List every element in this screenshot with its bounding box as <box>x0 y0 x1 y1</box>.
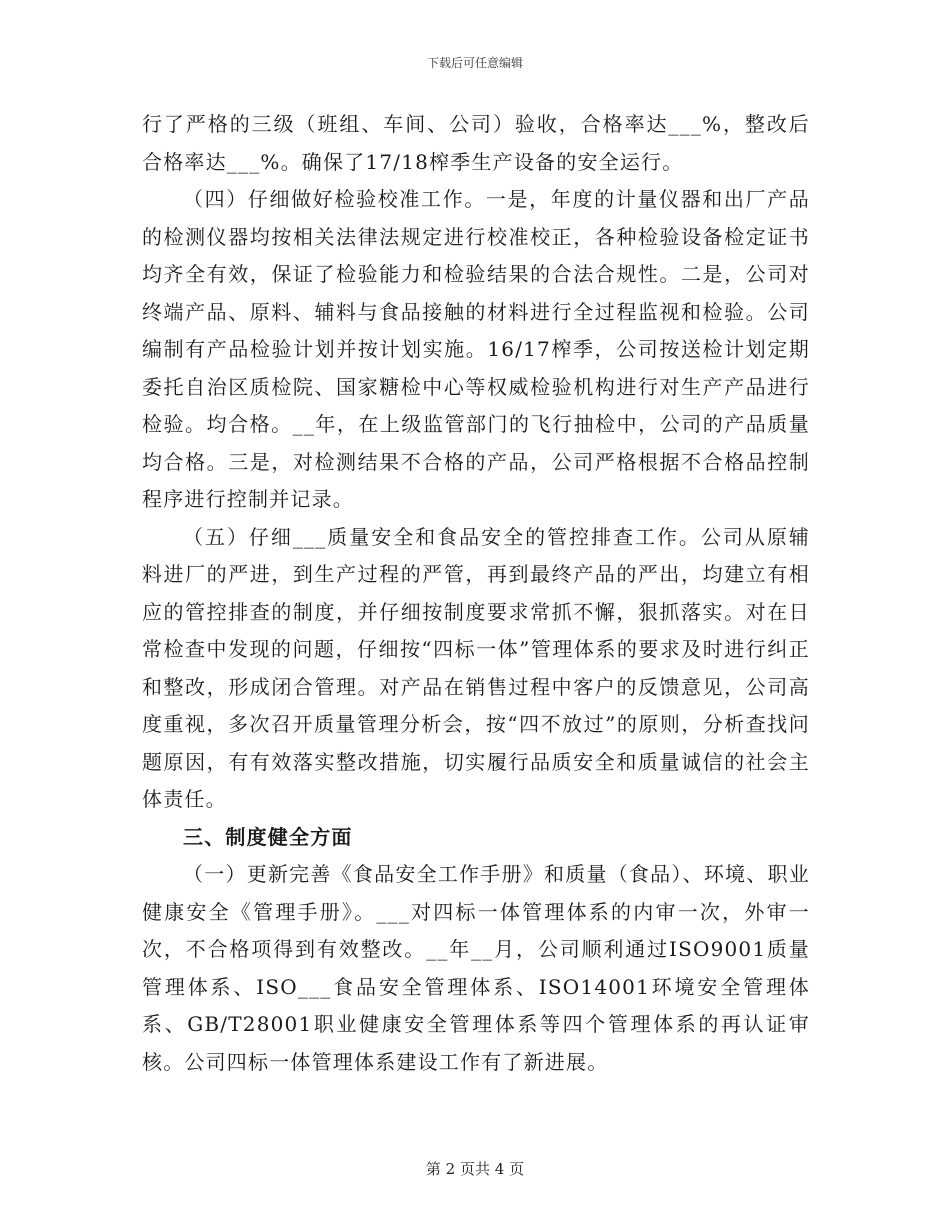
paragraph-continuation: 行了严格的三级（班组、车间、公司）验收，合格率达___%，整改后合格率达___%。确保了17/18榨季生产设备的安全运行。 <box>142 112 810 174</box>
section-heading: 三、制度健全方面 <box>183 824 353 849</box>
document-body <box>142 106 810 1081</box>
paragraph-control-inspection: （五）仔细___质量安全和食品安全的管控排查工作。公司从原辅料进厂的严进，到生产过程的严管，再到最终产品的严出，均建立有相应的管控排查的制度，并仔细按制度要求常抓不懈，狠抓落实。对在日常检查中发现的问题，仔细按“四标一体”管理体系的要求及时进行纠正和整改，形成闭合管理。对产品在销售过程中客户的反馈意见，公司高度重视，多次召开质量管理分析会，按“四不放过”的原则，分析查找问题原因，有有效落实整改措施，切实履行品质安全和质量诚信的社会主体责任。 <box>142 524 810 811</box>
page-footer: 第 2 页共 4 页 <box>425 1160 525 1178</box>
paragraph-inspection-calibration: （四）仔细做好检验校准工作。一是，年度的计量仪器和出厂产品的检测仪器均按相关法律法规定进行校准校正，各种检验设备检定证书均齐全有效，保证了检验能力和检验结果的合法合规性。二是，公司对终端产品、原料、辅料与食品接触的材料进行全过程监视和检验。公司编制有产品检验计划并按计划实施。16/17榨季，公司按送检计划定期委托自治区质检院、国家糖检中心等权威检验机构进行对生产产品进行检验。均合格。__年，在上级监管部门的飞行抽检中，公司的产品质量均合格。三是，对检测结果不合格的产品，公司严格根据不合格品控制程序进行控制并记录。 <box>142 187 810 511</box>
paragraph-manual-update: （一）更新完善《食品安全工作手册》和质量（食品）、环境、职业健康安全《管理手册》。___对四标一体管理体系的内审一次，外审一次，不合格项得到有效整改。__年__月，公司顺利通过ISO9001质量管理体系、ISO___食品安全管理体系、ISO14001环境安全管理体系、GB/T28001职业健康安全管理体系等四个管理体系的再认证审核。公司四标一体管理体系建设工作有了新进展。 <box>142 862 810 1074</box>
page-header: 下载后可任意编辑 <box>426 56 523 70</box>
